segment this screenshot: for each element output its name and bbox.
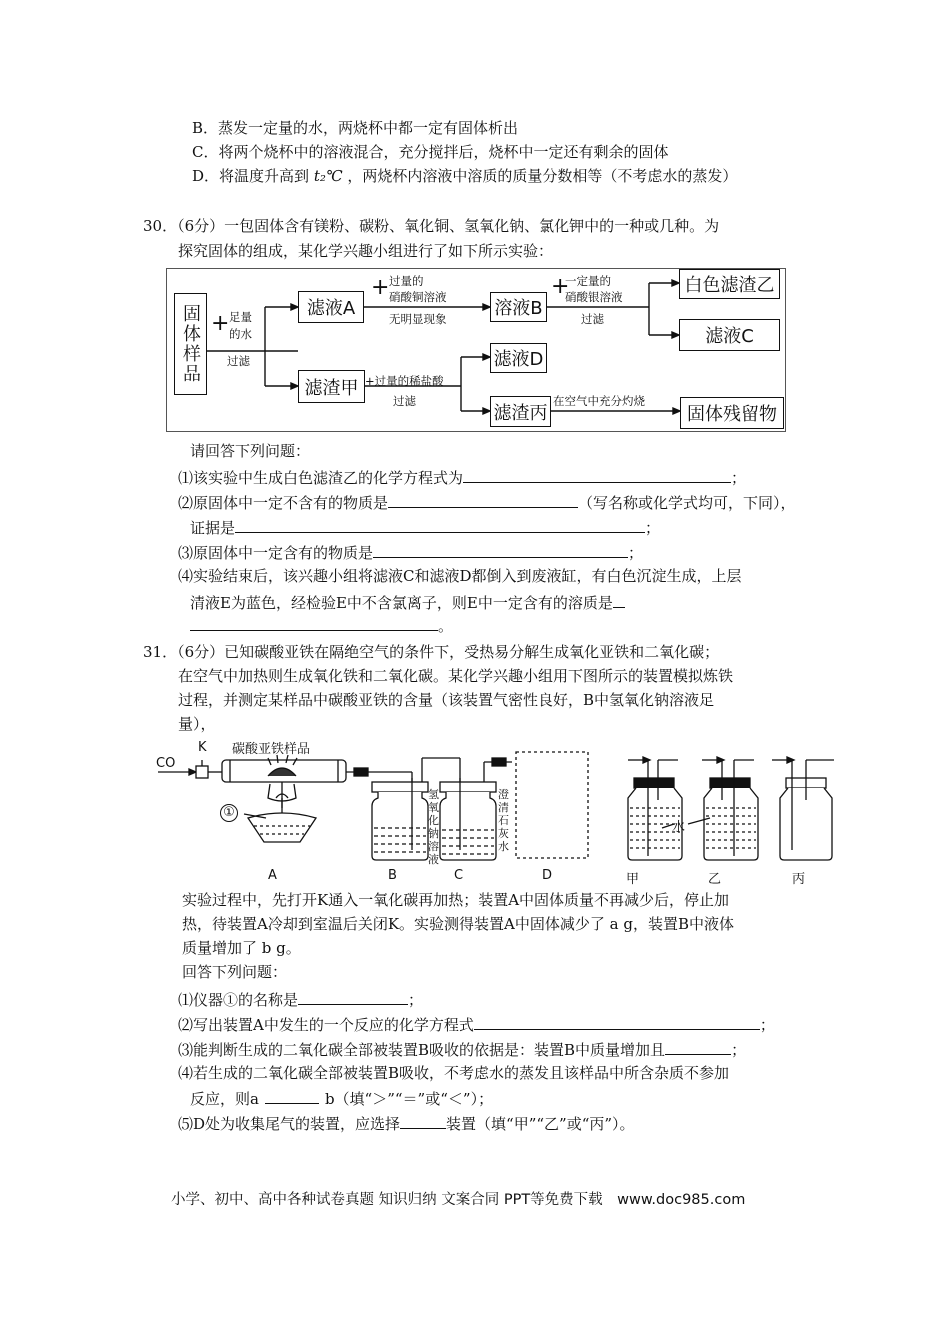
label-co: CO <box>156 756 176 771</box>
box-solution-b: 溶液B <box>490 292 547 322</box>
plus-sign: + <box>371 275 390 300</box>
page-footer: 小学、初中、高中各种试卷真题 知识归纳 文案合同 PPT等免费下载 www.doc985.com <box>171 1192 746 1208</box>
q31-apparatus <box>150 738 840 890</box>
label-bottle-bing: 丙 <box>792 872 806 887</box>
box-residue-bing: 滤渣丙 <box>490 396 551 427</box>
reagent3-label: +过量的稀盐酸 <box>365 374 444 388</box>
box-solid-residue: 固体残留物 <box>680 397 784 429</box>
q31-procedure-3: 质量增加了 b g。 <box>182 939 301 957</box>
option-d-temp: t₂℃ <box>313 167 343 185</box>
q30-part-1: ⑴该实验中生成白色滤渣乙的化学方程式为 ； <box>178 466 746 488</box>
q30-intro-2: 探究固体的组成，某化学兴趣小组进行了如下所示实验： <box>178 242 554 260</box>
label-apparatus-b: B <box>388 868 397 883</box>
filter-label-2: 过滤 <box>581 312 604 326</box>
q31-procedure-1: 实验过程中，先打开K通入一氧化碳再加热；装置A中固体质量不再减少后，停止加 <box>182 891 730 909</box>
q30-part-2: ⑵原固体中一定不含有的物质是 （写名称或化学式均可，下同）， <box>178 491 796 513</box>
q30-intro-1: 30．（6分）一包固体含有镁粉、碳粉、氧化铜、氢氧化钠、氯化钾中的一种或几种。为 <box>143 217 720 235</box>
label-apparatus-c: C <box>454 868 464 883</box>
q31-part-3: ⑶能判断生成的二氧化碳全部被装置B吸收的依据是：装置B中质量增加且 ； <box>178 1038 746 1060</box>
q30-flowchart <box>166 268 786 432</box>
q30-part-3: ⑶原固体中一定含有的物质是 ； <box>178 541 643 563</box>
box-filtrate-c: 滤液C <box>679 319 780 351</box>
label-valve-k: K <box>198 740 207 755</box>
q31-part-4b: 反应，则a b（填“＞”“＝”或“＜”）； <box>190 1087 493 1109</box>
q31-procedure-2: 热，待装置A冷却到室温后关闭K。实验测得装置A中固体减少了 a g，装置B中液体 <box>182 915 734 933</box>
q30-part-4b: 清液E为蓝色，经检验E中不含氯离子，则E中一定含有的溶质是 <box>190 591 625 613</box>
q30-part-4a: ⑷实验结束后，该兴趣小组将滤液C和滤液D都倒入到废液缸，有白色沉淀生成，上层 <box>178 567 742 585</box>
label-limewater: 澄清石灰水 <box>498 788 509 853</box>
label-instrument-1: ① <box>220 804 238 822</box>
option-d <box>192 166 737 186</box>
answer-blank[interactable] <box>613 591 625 608</box>
q31-intro-4: 量）， <box>178 715 216 733</box>
answer-blank[interactable] <box>665 1038 731 1055</box>
q31-part-1: ⑴仪器①的名称是 ； <box>178 988 423 1010</box>
box-filtrate-d: 滤液D <box>490 343 547 373</box>
plus-sign: + <box>551 274 570 299</box>
label-naoh-solution: 氢氧化钠溶液 <box>428 788 439 866</box>
q31-intro-1: 31．（6分）已知碳酸亚铁在隔绝空气的条件下，受热易分解生成氧化亚铁和二氧化碳； <box>143 643 720 661</box>
q31-part-2: ⑵写出装置A中发生的一个反应的化学方程式 ； <box>178 1013 775 1035</box>
q31-part-4a: ⑷若生成的二氧化碳全部被装置B吸收，不考虑水的蒸发且该样品中所含杂质不参加 <box>178 1064 730 1082</box>
label-bottle-yi: 乙 <box>708 872 722 887</box>
reagent-water-bottom: 的水 <box>229 327 252 341</box>
q31-part-5: ⑸D处为收集尾气的装置，应选择 装置（填“甲”“乙”或“丙”）。 <box>178 1112 635 1134</box>
q30-part-4c: 。 <box>190 614 453 636</box>
plus-sign: + <box>211 311 230 336</box>
reagent1-bottom: 硝酸铜溶液 <box>389 290 447 304</box>
no-change-label: 无明显现象 <box>389 312 447 326</box>
apparatus-drawing <box>150 738 840 890</box>
label-apparatus-a: A <box>268 868 277 883</box>
q30-ask: 请回答下列问题： <box>190 442 311 460</box>
box-solid-sample: 固体样品 <box>174 293 207 395</box>
q31-ask: 回答下列问题： <box>182 963 288 981</box>
answer-blank[interactable] <box>463 466 731 483</box>
option-d-pre: D．将温度升高到 <box>192 167 310 185</box>
answer-blank[interactable] <box>388 491 578 508</box>
label-apparatus-d: D <box>542 868 553 883</box>
box-residue-jia: 滤渣甲 <box>298 370 365 403</box>
reagent-water-top: 足量 <box>229 310 252 324</box>
label-sample: 碳酸亚铁样品 <box>232 742 311 757</box>
q31-intro-2: 在空气中加热则生成氧化铁和二氧化碳。某化学兴趣小组用下图所示的装置模拟炼铁 <box>178 667 734 685</box>
q31-intro-3: 过程，并测定某样品中碳酸亚铁的含量（该装置气密性良好，B中氢氧化钠溶液足 <box>178 691 715 709</box>
filter-label-1: 过滤 <box>227 354 250 368</box>
box-white-precipitate: 白色滤渣乙 <box>679 269 780 299</box>
q30-part-2-evidence: 证据是 ； <box>190 516 660 538</box>
filter-label-3: 过滤 <box>393 394 416 408</box>
reagent2-top: 一定量的 <box>565 274 611 288</box>
option-d-post: ，两烧杯内溶液中溶质的质量分数相等（不考虑水的蒸发） <box>347 167 738 185</box>
label-bottle-jia: 甲 <box>626 872 640 887</box>
burn-label: 在空气中充分灼烧 <box>553 394 645 408</box>
answer-blank[interactable] <box>373 541 628 558</box>
answer-blank[interactable] <box>474 1013 760 1030</box>
answer-blank[interactable] <box>298 988 408 1005</box>
option-b: B．蒸发一定量的水，两烧杯中都一定有固体析出 <box>192 119 519 137</box>
box-filtrate-a: 滤液A <box>298 291 364 323</box>
answer-blank[interactable] <box>265 1087 319 1104</box>
label-water: 水 <box>672 820 686 835</box>
answer-blank[interactable] <box>235 516 645 533</box>
option-c: C．将两个烧杯中的溶液混合，充分搅拌后，烧杯中一定还有剩余的固体 <box>192 143 669 161</box>
reagent2-bottom: 硝酸银溶液 <box>565 290 623 304</box>
reagent1-top: 过量的 <box>389 274 424 288</box>
answer-blank[interactable] <box>190 614 438 631</box>
answer-blank[interactable] <box>400 1112 446 1129</box>
